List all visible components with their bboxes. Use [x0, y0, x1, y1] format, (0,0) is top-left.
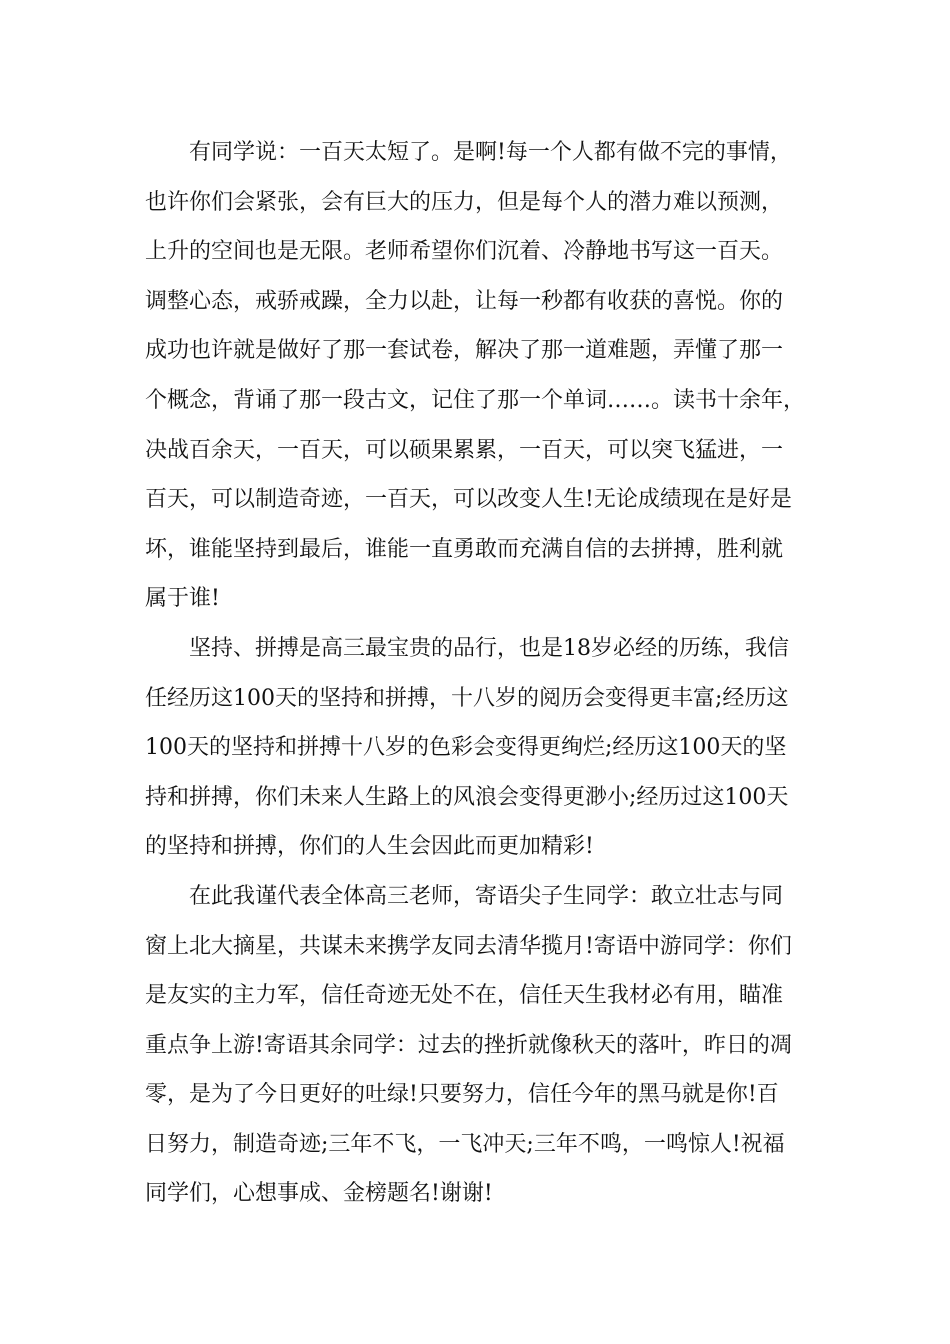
text-line: 重点争上游!寄语其余同学：过去的挫折就像秋天的落叶，昨日的凋	[145, 1032, 792, 1058]
text-line: 同学们，心想事成、金榜题名!谢谢!	[145, 1181, 493, 1207]
text-line: 日努力，制造奇迹;三年不飞，一飞冲天;三年不鸣，一鸣惊人!祝福	[145, 1131, 785, 1157]
text-line: 坏，谁能坚持到最后，谁能一直勇敢而充满自信的去拼搏，胜利就	[145, 536, 784, 562]
text-line: 是友实的主力军，信任奇迹无处不在，信任天生我材必有用，瞄准	[145, 983, 784, 1009]
text-line: 持和拼搏，你们未来人生路上的风浪会变得更渺小;经历过这100天	[145, 784, 789, 810]
text-line: 也许你们会紧张，会有巨大的压力，但是每个人的潜力难以预测，	[145, 189, 784, 215]
text-line: 调整心态，戒骄戒躁，全力以赴，让每一秒都有收获的喜悦。你的	[145, 288, 784, 314]
text-line: 决战百余天，一百天，可以硕果累累，一百天，可以突飞猛进，一	[145, 437, 784, 463]
text-line: 任经历这100天的坚持和拼搏，十八岁的阅历会变得更丰富;经历这	[145, 685, 789, 711]
paragraph-1	[145, 128, 820, 624]
text-line: 窗上北大摘星，共谋未来携学友同去清华揽月!寄语中游同学：你们	[145, 933, 792, 959]
text-line: 有同学说：一百天太短了。是啊!每一个人都有做不完的事情，	[189, 140, 792, 165]
text-line: 属于谁!	[145, 586, 220, 612]
text-line: 成功也许就是做好了那一套试卷，解决了那一道难题，弄懂了那一	[145, 338, 784, 364]
text-line: 100天的坚持和拼搏十八岁的色彩会变得更绚烂;经历这100天的坚	[145, 735, 787, 761]
paragraph-3	[145, 872, 820, 1219]
text-line: 的坚持和拼搏，你们的人生会因此而更加精彩!	[145, 834, 594, 860]
text-line: 个概念，背诵了那一段古文，记住了那一个单词……。读书十余年，	[145, 387, 806, 413]
text-line: 坚持、拼搏是高三最宝贵的品行，也是18岁必经的历练，我信	[189, 635, 789, 661]
text-line: 上升的空间也是无限。老师希望你们沉着、冷静地书写这一百天。	[145, 239, 784, 265]
text-line: 零，是为了今日更好的吐绿!只要努力，信任今年的黑马就是你!百	[145, 1082, 779, 1108]
text-line: 百天，可以制造奇迹，一百天，可以改变人生!无论成绩现在是好是	[145, 487, 792, 513]
document-body	[145, 128, 820, 1219]
paragraph-2	[145, 624, 820, 872]
text-line: 在此我谨代表全体高三老师，寄语尖子生同学：敢立壮志与同	[189, 883, 784, 909]
